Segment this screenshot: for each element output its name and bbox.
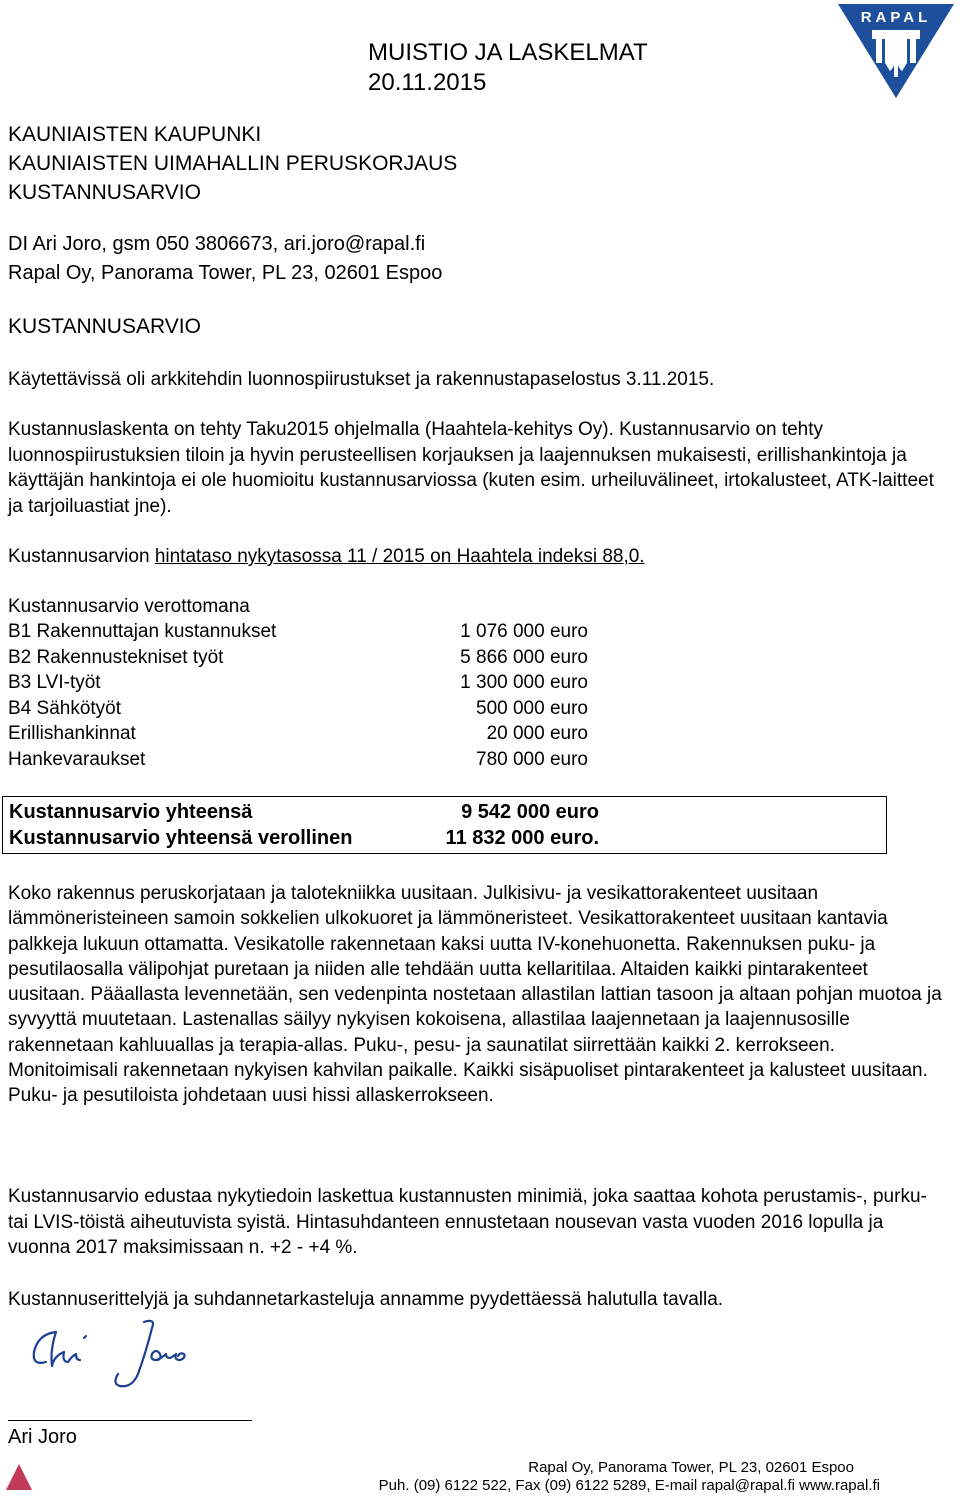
handwritten-signature: [18, 1312, 258, 1392]
cost-item-label: Hankevaraukset: [8, 748, 146, 770]
cost-item-value: 500 000 euro: [476, 697, 588, 719]
rapal-logo: [838, 4, 954, 100]
paragraph-risks: Kustannusarvio edustaa nykytiedoin laskettua kustannusten minimiä, joka saattaa kohota perustamis-, purku- tai LVIS-töistä aiheutuvista syistä. Hintasuhdanteen ennustetaan nousevan vasta vuoden 2016 lopulla ja vuonna 2017 maksimissaan n. +2 - +4 %.: [8, 1186, 927, 1258]
cost-item-label: B2 Rakennustekniset työt: [8, 646, 224, 668]
contact-person: DI Ari Joro, gsm 050 3806673, ari.joro@rapal.fi: [8, 233, 426, 255]
cost-row: [8, 619, 588, 645]
section-heading: KUSTANNUSARVIO: [8, 315, 201, 338]
cost-row: [8, 670, 588, 696]
cost-breakdown-label: Kustannusarvio verottomana: [8, 596, 250, 617]
totals-box: [2, 796, 887, 854]
cost-item-value: 20 000 euro: [486, 723, 588, 744]
cost-item-value: 780 000 euro: [476, 748, 588, 770]
header-lines: [8, 120, 457, 207]
cost-row: [8, 645, 588, 671]
total-row: [9, 800, 599, 826]
paragraph-closing: Kustannuserittelyjä ja suhdannetarkasteluja annamme pyydettäessä halutulla tavalla.: [8, 1289, 724, 1310]
total-row: [9, 826, 599, 852]
total-value: 9 542 000 euro: [461, 801, 599, 823]
paragraph-sources: Käytettävissä oli arkkitehdin luonnospiirustukset ja rakennustapaselostus 3.11.2015.: [8, 369, 715, 390]
footer-address: Rapal Oy, Panorama Tower, PL 23, 02601 Espoo: [528, 1459, 854, 1476]
memo-title-block: [368, 38, 648, 98]
contact-company: Rapal Oy, Panorama Tower, PL 23, 02601 Espoo: [8, 262, 443, 284]
svg-text:RAPAL: RAPAL: [860, 9, 932, 26]
cost-row: [8, 721, 588, 747]
cost-item-label: B3 LVI-työt: [8, 672, 101, 693]
footer-triangle-icon: [4, 1462, 34, 1492]
cost-item-label: B1 Rakennuttajan kustannukset: [8, 621, 277, 642]
cost-item-value: 1 300 000 euro: [460, 672, 588, 693]
cost-item-value: 5 866 000 euro: [460, 646, 588, 668]
document-type: KUSTANNUSARVIO: [8, 181, 201, 204]
contact-block: [8, 230, 442, 288]
total-label: Kustannusarvio yhteensä: [9, 801, 253, 823]
cost-item-value: 1 076 000 euro: [460, 621, 588, 642]
total-value: 11 832 000 euro.: [445, 827, 599, 849]
project-name: KAUNIAISTEN UIMAHALLIN PERUSKORJAUS: [8, 152, 458, 175]
signer-name: Ari Joro: [8, 1426, 77, 1448]
paragraph-price-level: [8, 544, 943, 569]
memo-date: 20.11.2015: [368, 69, 487, 96]
signature-line: [8, 1420, 252, 1421]
paragraph-scope: Koko rakennus peruskorjataan ja talotekniikka uusitaan. Julkisivu- ja vesikattorakenteet uusitaan lämmöneristeineen samoin sokkelien ulkokuoret ja lämmöneristeet. Vesikattorakenteet uusitaan kantavia palkkeja lukuun ottamatta. Vesikatolle rakennetaan kaksi uutta IV-konehuonetta. Rakennuksen puku- ja pesutilaosalla välipohjat puretaan ja niiden alle tehdään uutta kellaritilaa. Altaiden kaikki pintarakenteet uusitaan. Pääallasta levennetään, sen vedenpinta nostetaan allastilan lattian tasoon ja altaan pohjan muotoa ja syvyyttä muutetaan. Lastenallas säilyy nykyisen kokoisena, allastilaa laajennetaan ja laajennusosille rakennetaan kahluuallas ja terapia-allas. Puku-, pesu- ja saunatilat siirrettään kaikki 2. kerrokseen. Monitoimisali rakennetaan nykyisen kahvilan paikalle. Kaikki sisäpuoliset pintarakenteet ja kalusteet uusitaan. Puku- ja pesutiloista johdetaan uusi hissi allaskerrokseen.: [8, 883, 942, 1107]
price-level-underlined: hintataso nykytasossa 11 / 2015 on Haahtela indeksi 88,0.: [154, 546, 645, 567]
cost-row: [8, 747, 588, 773]
footer-contact: Puh. (09) 6122 522, Fax (09) 6122 5289, E-mail rapal@rapal.fi www.rapal.fi: [378, 1477, 880, 1494]
price-level-prefix: Kustannusarvion: [8, 546, 155, 567]
memo-title: MUISTIO JA LASKELMAT: [368, 39, 648, 66]
cost-item-label: B4 Sähkötyöt: [8, 697, 122, 719]
paragraph-method: Kustannuslaskenta on tehty Taku2015 ohjelmalla (Haahtela-kehitys Oy). Kustannusarvio on tehty luonnospiirustuksien tiloin ja hyvin perusteellisen korjauksen ja laajennuksen mukaisesti, erillishankintoja ja käyttäjän hankintoja ei ole huomioitu kustannusarviossa (kuten esim. urheiluvälineet, irtokalusteet, ATK-laitteet ja tarjoiluastiat jne).: [8, 419, 934, 517]
cost-row: [8, 696, 588, 722]
total-label: Kustannusarvio yhteensä verollinen: [9, 827, 353, 849]
cost-item-label: Erillishankinnat: [8, 723, 136, 744]
city-name: KAUNIAISTEN KAUPUNKI: [8, 123, 262, 146]
